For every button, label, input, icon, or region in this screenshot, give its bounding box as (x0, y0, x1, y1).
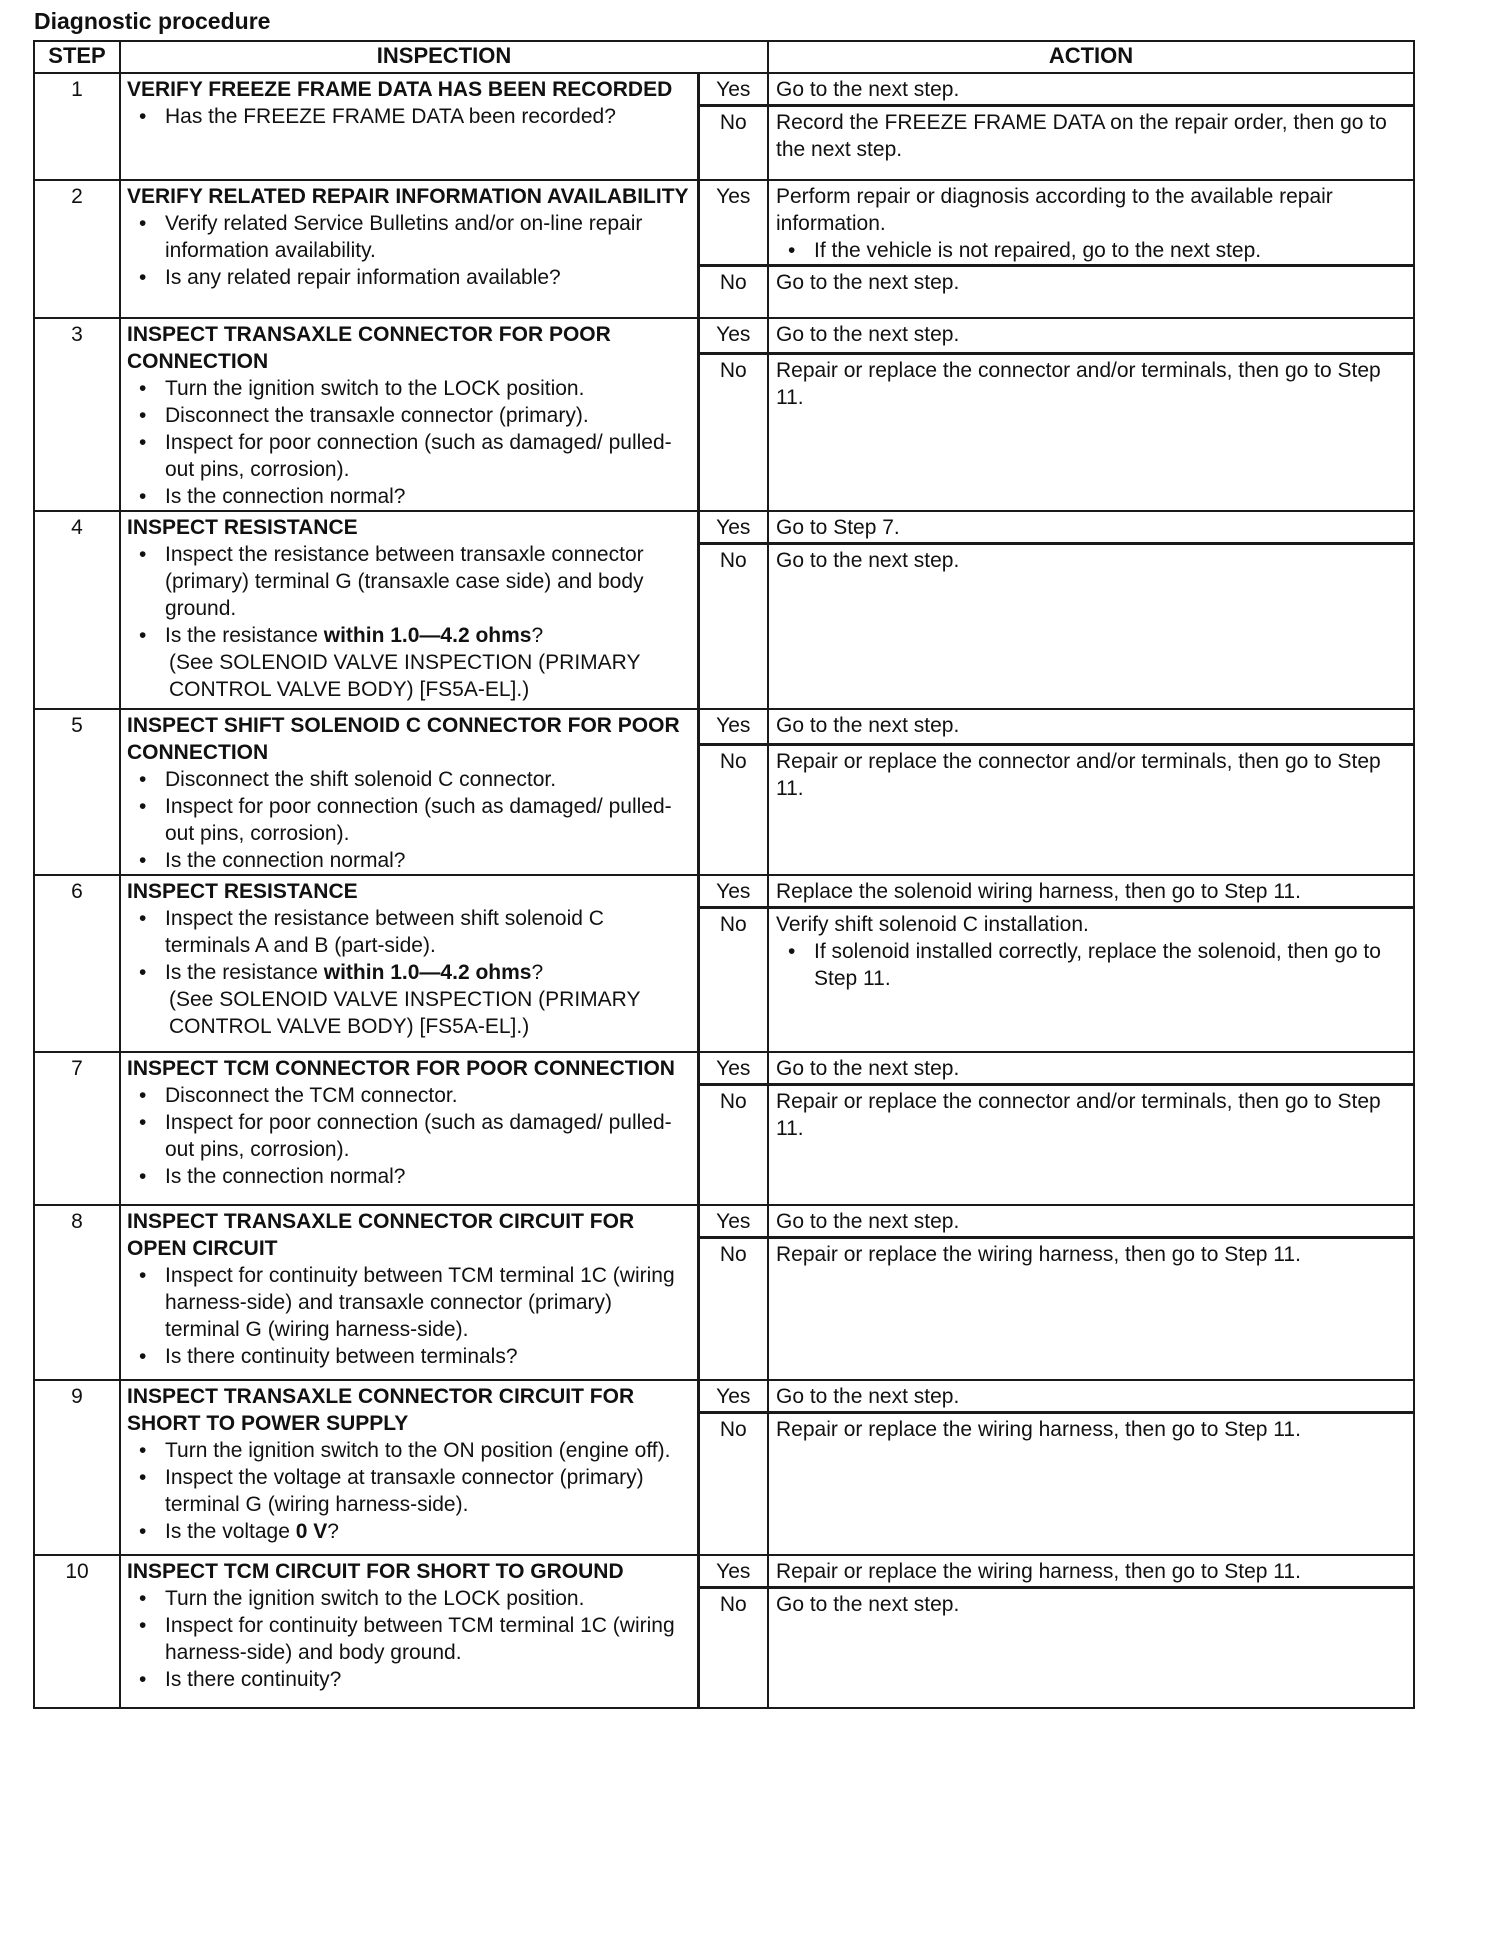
question-text: Is the resistance (165, 624, 324, 647)
inspection-cell (120, 511, 698, 709)
inspection-bullet: • Inspect for poor connection (such as damaged/ pulled-out pins, corrosion). (127, 429, 691, 483)
step-number: 6 (34, 875, 120, 1052)
table-row (34, 1052, 1414, 1085)
yes-action (768, 180, 1414, 266)
table-header-row (34, 41, 1414, 73)
no-label: No (698, 354, 768, 511)
no-label: No (698, 744, 768, 875)
no-action (768, 1588, 1414, 1709)
no-label: No (698, 266, 768, 319)
step-number: 2 (34, 180, 120, 318)
yes-action-text: Go to Step 7. (776, 516, 900, 539)
yes-label: Yes (698, 511, 768, 544)
inspection-cell (120, 709, 698, 875)
inspection-title: INSPECT TRANSAXLE CONNECTOR CIRCUIT FOR OPEN CIRCUIT (127, 1210, 635, 1260)
no-action-text: Go to the next step. (776, 1593, 960, 1616)
no-action (768, 544, 1414, 710)
no-action (768, 1085, 1414, 1206)
inspection-bullet: • Turn the ignition switch to the ON position (engine off). (127, 1437, 691, 1464)
inspection-bullet-list (127, 1585, 691, 1693)
inspection-bullet-list (127, 541, 691, 703)
inspection-bullet: • Disconnect the shift solenoid C connector. (127, 766, 691, 793)
inspection-cell (120, 180, 698, 318)
table-row (34, 875, 1414, 908)
no-label: No (698, 1588, 768, 1709)
inspection-title: INSPECT TRANSAXLE CONNECTOR FOR POOR CONNECTION (127, 323, 611, 373)
inspection-bullet: • Turn the ignition switch to the LOCK position. (127, 1585, 691, 1612)
no-label: No (698, 1085, 768, 1206)
header-step: STEP (34, 41, 120, 73)
question-criterion: within 1.0—4.2 ohms (323, 624, 532, 647)
no-label: No (698, 1238, 768, 1381)
table-row (34, 709, 1414, 744)
step-number: 7 (34, 1052, 120, 1205)
inspection-title: INSPECT TRANSAXLE CONNECTOR CIRCUIT FOR SHORT TO POWER SUPPLY (127, 1385, 635, 1435)
no-action (768, 1413, 1414, 1556)
header-inspection: INSPECTION (120, 41, 768, 73)
yes-action (768, 1205, 1414, 1238)
inspection-bullet: • Has the FREEZE FRAME DATA been recorded? (127, 103, 691, 130)
question-mark: ? (531, 624, 544, 647)
inspection-bullet: • Is there continuity? (127, 1666, 691, 1693)
question-criterion: 0 V (295, 1520, 328, 1543)
question-reference-note: (See SOLENOID VALVE INSPECTION (PRIMARY CONTROL VALVE BODY) [FS5A-EL].) (169, 988, 641, 1038)
no-action-text: Go to the next step. (776, 271, 960, 294)
inspection-bullet: • Verify related Service Bulletins and/or on-line repair information availability. (127, 210, 691, 264)
no-action-text: Repair or replace the connector and/or terminals, then go to Step 11. (776, 1090, 1381, 1140)
inspection-question (127, 959, 691, 1040)
table-row (34, 511, 1414, 544)
yes-action (768, 511, 1414, 544)
inspection-question (127, 622, 691, 703)
inspection-bullet-list (127, 905, 691, 1040)
question-text: Is the voltage (165, 1520, 296, 1543)
no-action (768, 744, 1414, 875)
table-row (34, 73, 1414, 106)
step-number: 5 (34, 709, 120, 875)
inspection-bullet: • Is the connection normal? (127, 847, 691, 874)
inspection-bullet: • Is any related repair information available? (127, 264, 691, 291)
yes-label: Yes (698, 1380, 768, 1413)
inspection-cell (120, 318, 698, 511)
question-mark: ? (327, 1520, 339, 1543)
inspection-bullet-list (127, 1437, 691, 1545)
yes-action (768, 709, 1414, 744)
inspection-bullet: • Is the connection normal? (127, 483, 691, 510)
no-action-text: Go to the next step. (776, 549, 960, 572)
yes-label: Yes (698, 73, 768, 106)
table-row (34, 1555, 1414, 1588)
question-reference-note: (See SOLENOID VALVE INSPECTION (PRIMARY CONTROL VALVE BODY) [FS5A-EL].) (169, 651, 641, 701)
no-action-bullet: • If solenoid installed correctly, replace the solenoid, then go to Step 11. (776, 938, 1406, 992)
yes-label: Yes (698, 875, 768, 908)
yes-action-bullets (776, 237, 1406, 264)
question-criterion: within 1.0—4.2 ohms (323, 961, 532, 984)
inspection-bullet: • Inspect for continuity between TCM terminal 1C (wiring harness-side) and body ground. (127, 1612, 691, 1666)
table-row (34, 180, 1414, 266)
inspection-bullet: • Turn the ignition switch to the LOCK position. (127, 375, 691, 402)
yes-label: Yes (698, 1205, 768, 1238)
yes-action-text: Go to the next step. (776, 714, 960, 737)
inspection-bullet: • Disconnect the TCM connector. (127, 1082, 691, 1109)
no-action-text: Repair or replace the connector and/or terminals, then go to Step 11. (776, 359, 1381, 410)
inspection-question (127, 1518, 691, 1545)
yes-action (768, 875, 1414, 908)
inspection-bullet: • Inspect the resistance between transaxle connector (primary) terminal G (transaxle case side) and body ground. (127, 541, 691, 622)
no-action-text: Verify shift solenoid C installation. (776, 913, 1089, 936)
yes-action (768, 1380, 1414, 1413)
yes-action (768, 73, 1414, 106)
inspection-bullet-list (127, 210, 691, 291)
yes-action-text: Go to the next step. (776, 78, 960, 101)
no-label: No (698, 544, 768, 710)
question-mark: ? (531, 961, 544, 984)
no-action-text: Repair or replace the connector and/or terminals, then go to Step 11. (776, 749, 1381, 800)
no-action (768, 106, 1414, 181)
yes-label: Yes (698, 1052, 768, 1085)
no-action (768, 1238, 1414, 1381)
inspection-cell (120, 875, 698, 1052)
table-row (34, 1380, 1414, 1413)
yes-action (768, 1052, 1414, 1085)
inspection-cell (120, 1205, 698, 1380)
inspection-cell (120, 1555, 698, 1708)
yes-action-text: Replace the solenoid wiring harness, then go to Step 11. (776, 880, 1301, 903)
yes-action-text: Repair or replace the wiring harness, then go to Step 11. (776, 1560, 1301, 1583)
yes-label: Yes (698, 709, 768, 744)
yes-action (768, 318, 1414, 354)
no-action-text: Repair or replace the wiring harness, then go to Step 11. (776, 1418, 1301, 1441)
no-action (768, 908, 1414, 1053)
yes-action-text: Perform repair or diagnosis according to the available repair information. (776, 185, 1333, 235)
inspection-bullet: • Is there continuity between terminals? (127, 1343, 691, 1370)
step-number: 3 (34, 318, 120, 511)
inspection-title: INSPECT TCM CIRCUIT FOR SHORT TO GROUND (127, 1560, 624, 1583)
inspection-cell (120, 1052, 698, 1205)
inspection-cell (120, 73, 698, 180)
table-row (34, 318, 1414, 354)
inspection-title: VERIFY RELATED REPAIR INFORMATION AVAILABILITY (127, 185, 689, 208)
inspection-title: VERIFY FREEZE FRAME DATA HAS BEEN RECORDED (127, 78, 673, 101)
yes-action-text: Go to the next step. (776, 1385, 960, 1408)
question-text: Is the resistance (165, 961, 324, 984)
inspection-bullet-list (127, 1082, 691, 1190)
inspection-bullet: • Is the connection normal? (127, 1163, 691, 1190)
no-action-bullets (776, 938, 1406, 992)
step-number: 10 (34, 1555, 120, 1708)
inspection-bullet: • Disconnect the transaxle connector (primary). (127, 402, 691, 429)
inspection-bullet: • Inspect the voltage at transaxle connector (primary) terminal G (wiring harness-side). (127, 1464, 691, 1518)
no-action-text: Record the FREEZE FRAME DATA on the repair order, then go to the next step. (776, 111, 1387, 161)
page-title: Diagnostic procedure (34, 8, 271, 34)
inspection-bullet: • Inspect for poor connection (such as damaged/ pulled-out pins, corrosion). (127, 1109, 691, 1163)
yes-label: Yes (698, 1555, 768, 1588)
no-label: No (698, 908, 768, 1053)
no-action (768, 266, 1414, 319)
yes-action-bullet: • If the vehicle is not repaired, go to the next step. (776, 237, 1406, 264)
inspection-bullet-list (127, 103, 691, 130)
yes-label: Yes (698, 180, 768, 266)
step-number: 9 (34, 1380, 120, 1555)
inspection-bullet-list (127, 375, 691, 510)
yes-action-text: Go to the next step. (776, 1210, 960, 1233)
no-label: No (698, 106, 768, 181)
inspection-bullet-list (127, 766, 691, 874)
table-row (34, 1205, 1414, 1238)
inspection-cell (120, 1380, 698, 1555)
header-action: ACTION (768, 41, 1414, 73)
step-number: 4 (34, 511, 120, 709)
yes-action-text: Go to the next step. (776, 1057, 960, 1080)
inspection-title: INSPECT TCM CONNECTOR FOR POOR CONNECTION (127, 1057, 675, 1080)
inspection-bullet: • Inspect for continuity between TCM terminal 1C (wiring harness-side) and transaxle connector (primary) terminal G (wiring harness-side). (127, 1262, 691, 1343)
inspection-title: INSPECT RESISTANCE (127, 880, 358, 903)
no-action (768, 354, 1414, 511)
no-action-text: Repair or replace the wiring harness, then go to Step 11. (776, 1243, 1301, 1266)
no-label: No (698, 1413, 768, 1556)
inspection-bullet-list (127, 1262, 691, 1370)
diagnostic-table (33, 40, 1415, 1709)
table-body (34, 73, 1414, 1708)
inspection-bullet: • Inspect for poor connection (such as damaged/ pulled-out pins, corrosion). (127, 793, 691, 847)
yes-label: Yes (698, 318, 768, 354)
yes-action (768, 1555, 1414, 1588)
inspection-title: INSPECT RESISTANCE (127, 516, 358, 539)
yes-action-text: Go to the next step. (776, 323, 960, 346)
inspection-bullet: • Inspect the resistance between shift solenoid C terminals A and B (part-side). (127, 905, 691, 959)
step-number: 1 (34, 73, 120, 180)
step-number: 8 (34, 1205, 120, 1380)
inspection-title: INSPECT SHIFT SOLENOID C CONNECTOR FOR POOR CONNECTION (127, 714, 680, 764)
